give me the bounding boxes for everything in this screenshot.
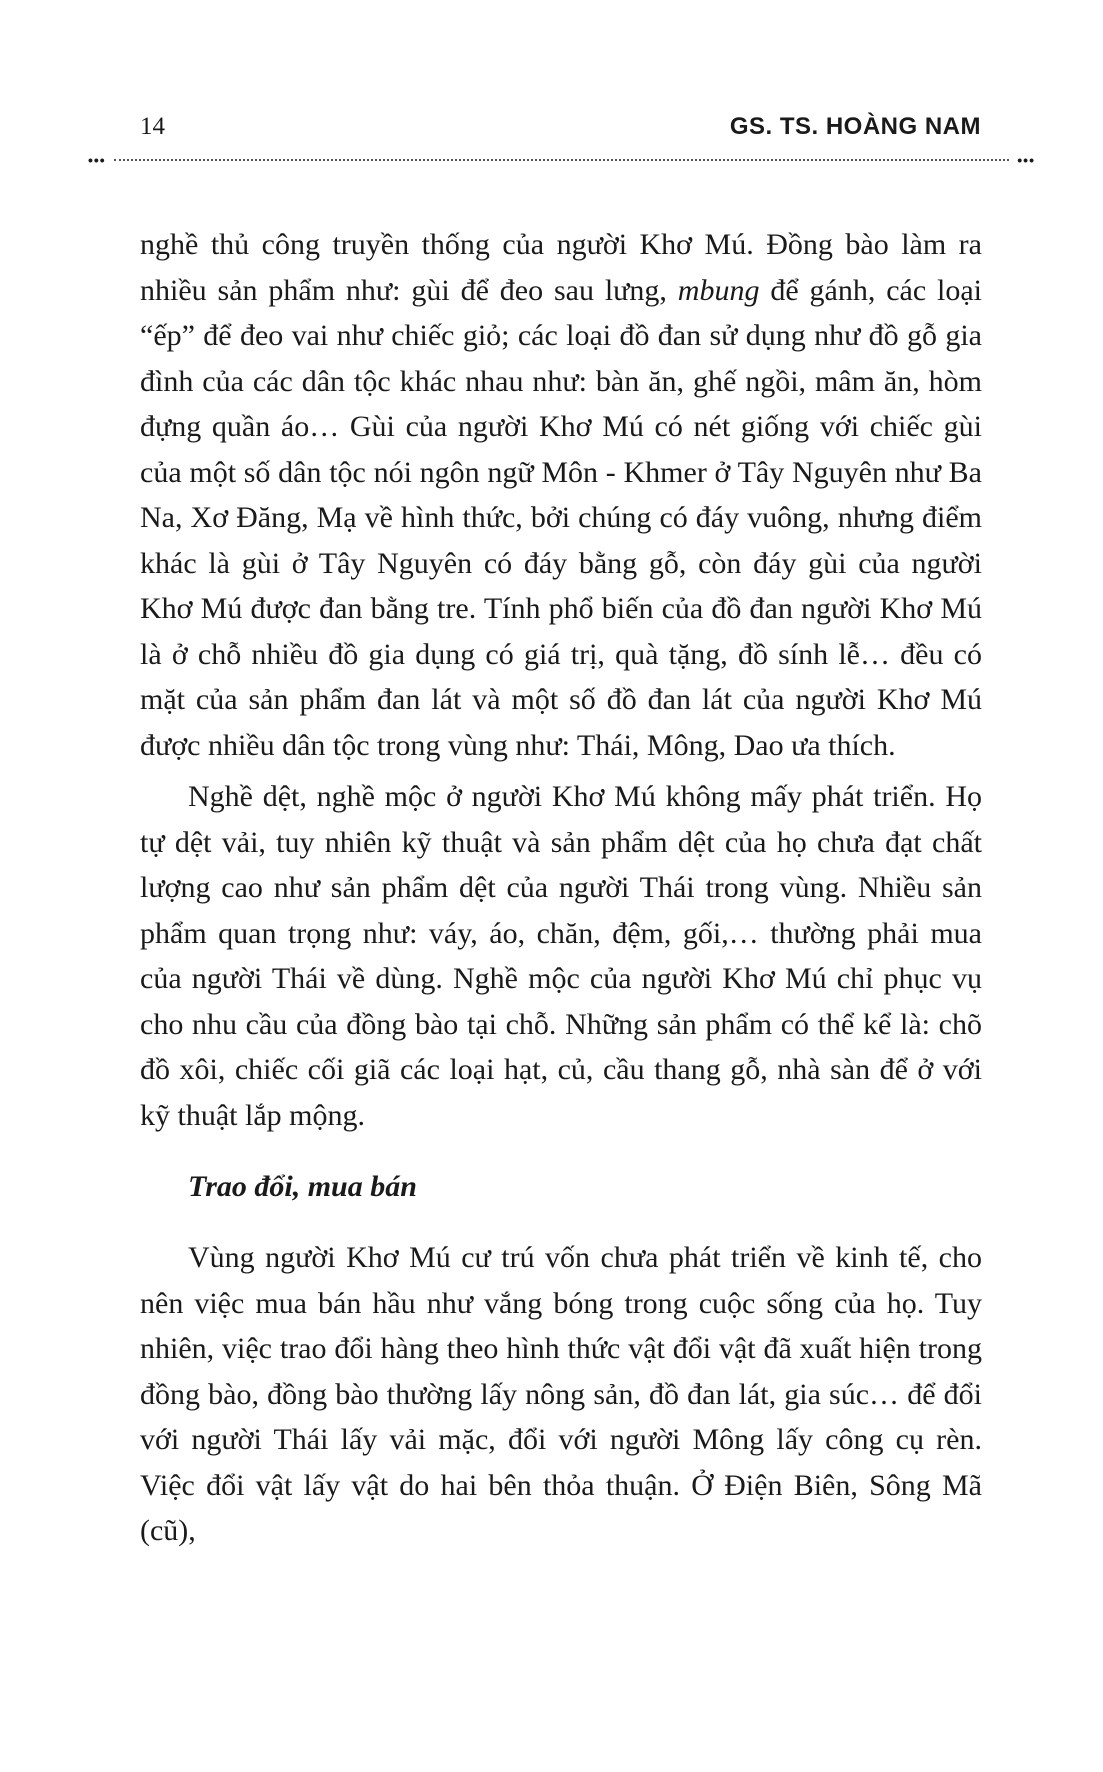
paragraph-1 xyxy=(140,222,982,768)
paragraph-1-text-a: nghề thủ công truyền thống của người Khơ Mú. Đồng bào làm ra nhiều sản phẩm như: gùi để đeo sau lưng, xyxy=(140,228,982,307)
section-heading: Trao đổi, mua bán xyxy=(188,1170,417,1203)
dotted-divider xyxy=(114,159,1010,161)
running-head-author: GS. TS. HOÀNG NAM xyxy=(729,113,981,140)
rule-right-ornament: ••• xyxy=(1017,152,1035,168)
paragraph-2: Nghề dệt, nghề mộc ở người Khơ Mú không mấy phát triển. Họ tự dệt vải, tuy nhiên kỹ thuật và sản phẩm dệt của họ chưa đạt chất lượng cao như sản phẩm dệt của người Thái trong vùng. Nhiều sản phẩm quan trọng như: váy, áo, chăn, đệm, gối,… thường phải mua của người Thái về dùng. Nghề mộc của người Khơ Mú chỉ phục vụ cho nhu cầu của đồng bào tại chỗ. Những sản phẩm có thể kể là: chõ đồ xôi, chiếc cối giã các loại hạt, củ, cầu thang gỗ, nhà sàn để ở với kỹ thuật lắp mộng. xyxy=(140,780,982,1132)
header-rule xyxy=(88,154,1035,166)
page-number: 14 xyxy=(140,113,165,140)
paragraph-1-text-b: để gánh, các loại “ếp” để đeo vai như chiếc giỏ; các loại đồ đan sử dụng như đồ gỗ gia đình của các dân tộc khác nhau như: bàn ăn, ghế ngồi, mâm ăn, hòm đựng quần áo… Gùi của người Khơ Mú có nét giống với chiếc gùi của một số dân tộc nói ngôn ngữ Môn - Khmer ở Tây Nguyên như Ba Na, Xơ Đăng, Mạ về hình thức, bởi chúng có đáy vuông, nhưng điểm khác là gùi ở Tây Nguyên có đáy bằng gỗ, còn đáy gùi của người Khơ Mú được đan bằng tre. Tính phổ biến của đồ đan người Khơ Mú là ở chỗ nhiều đồ gia dụng có giá trị, quà tặng, đồ sính lễ… đều có mặt của sản phẩm đan lát và một số đồ đan lát của người Khơ Mú được nhiều dân tộc trong vùng như: Thái, Mông, Dao ưa thích. xyxy=(140,273,983,762)
page-body xyxy=(140,222,982,1554)
paragraph-3: Vùng người Khơ Mú cư trú vốn chưa phát triển về kinh tế, cho nên việc mua bán hầu như vắng bóng trong cuộc sống của họ. Tuy nhiên, việc trao đổi hàng theo hình thức vật đổi vật đã xuất hiện trong đồng bào, đồng bào thường lấy nông sản, đồ đan lát, gia súc… để đổi với người Thái lấy vải mặc, đổi với người Mông lấy công cụ rèn. Việc đổi vật lấy vật do hai bên thỏa thuận. Ở Điện Biên, Sông Mã (cũ), xyxy=(140,1241,982,1547)
paragraph-1-italic-term: mbung xyxy=(677,273,760,307)
rule-left-ornament: ••• xyxy=(88,152,106,168)
